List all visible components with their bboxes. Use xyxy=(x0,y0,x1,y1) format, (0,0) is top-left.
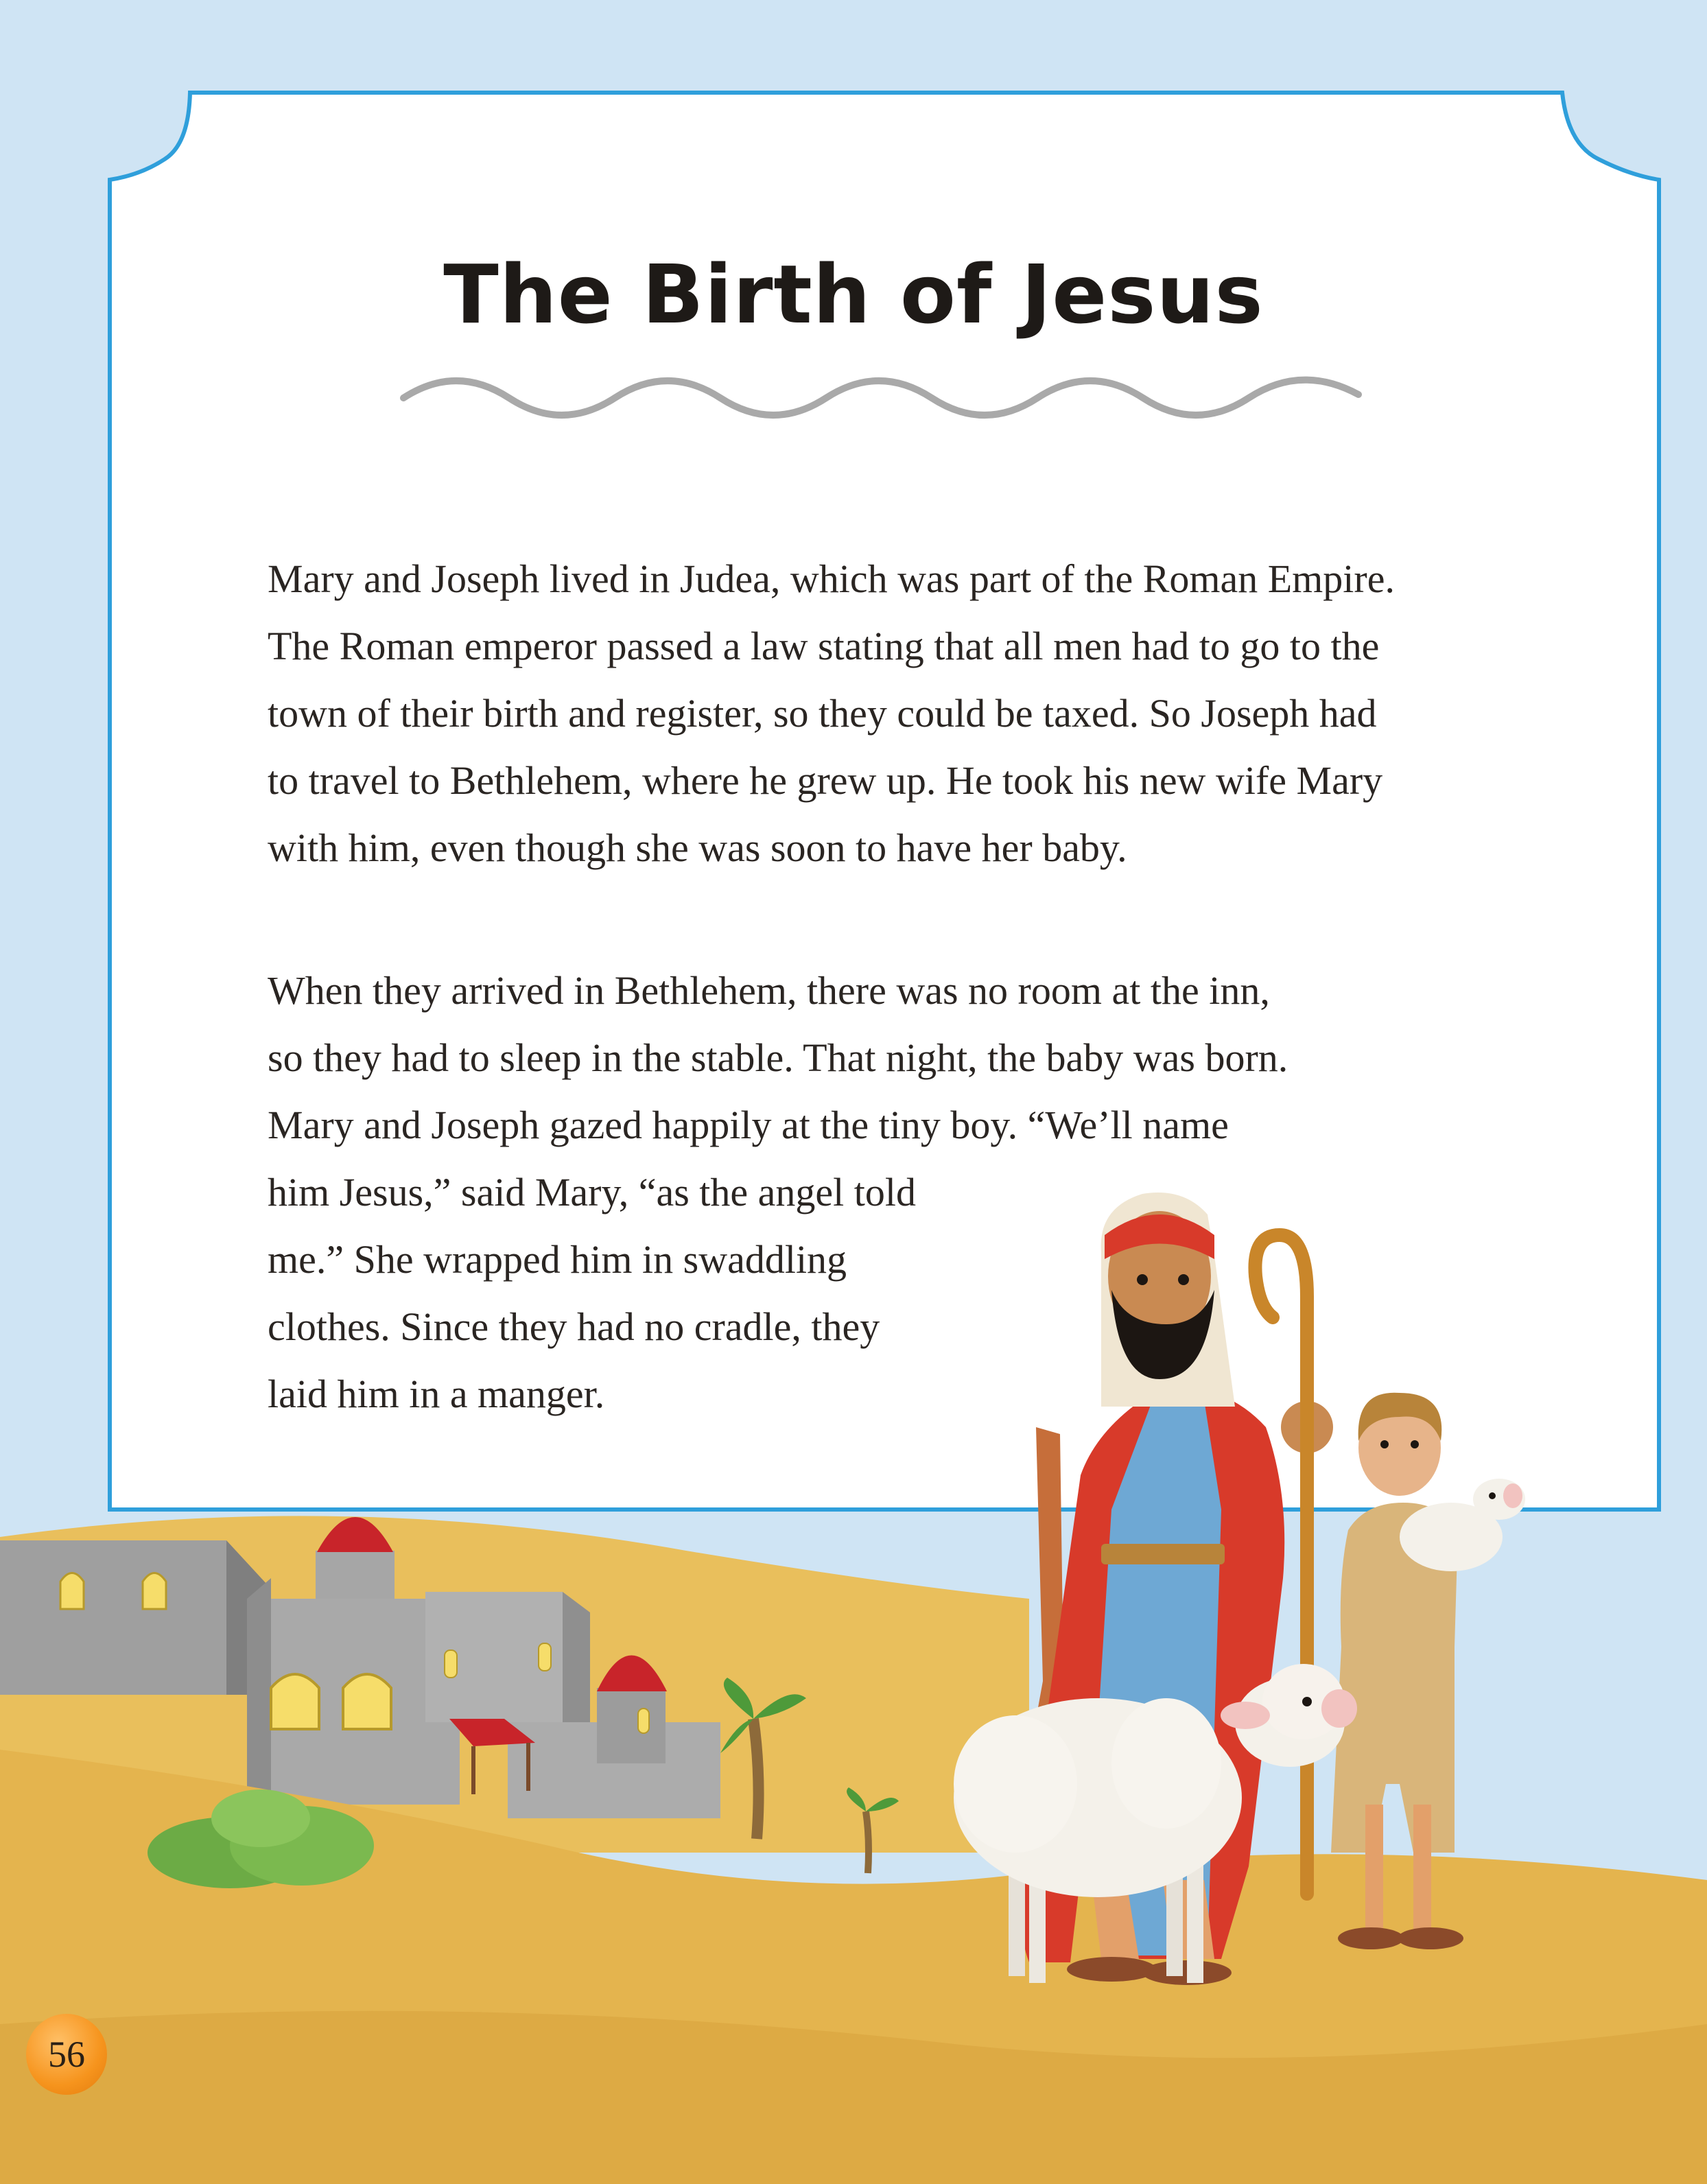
paragraph-line: to travel to Bethlehem, where he grew up. He took his new wife Mary xyxy=(268,758,1383,803)
paragraph-line: with him, even though she was soon to have her baby. xyxy=(268,825,1127,870)
paragraph-line: him Jesus,” said Mary, “as the angel told xyxy=(268,1170,916,1214)
paragraph-line: laid him in a manger. xyxy=(268,1372,605,1416)
paragraph-line: Mary and Joseph gazed happily at the tiny boy. “We’ll name xyxy=(268,1103,1229,1147)
paragraph-line: The Roman emperor passed a law stating that all men had to go to the xyxy=(268,624,1380,668)
page-title: The Birth of Jesus xyxy=(443,247,1264,342)
paragraph-line: me.” She wrapped him in swaddling xyxy=(268,1237,847,1282)
paragraph-line: clothes. Since they had no cradle, they xyxy=(268,1304,880,1349)
page-number: 56 xyxy=(48,2034,85,2075)
story-paragraph-2 xyxy=(268,957,1288,1428)
paragraph-line: so they had to sleep in the stable. That night, the baby was born. xyxy=(268,1035,1288,1080)
page-number-badge xyxy=(26,2014,107,2095)
paragraph-line: When they arrived in Bethlehem, there was no room at the inn, xyxy=(268,968,1270,1013)
paragraph-line: Mary and Joseph lived in Judea, which was part of the Roman Empire. xyxy=(268,556,1395,601)
story-paragraph-1 xyxy=(268,545,1395,882)
paragraph-line: town of their birth and register, so they could be taxed. So Joseph had xyxy=(268,691,1377,736)
